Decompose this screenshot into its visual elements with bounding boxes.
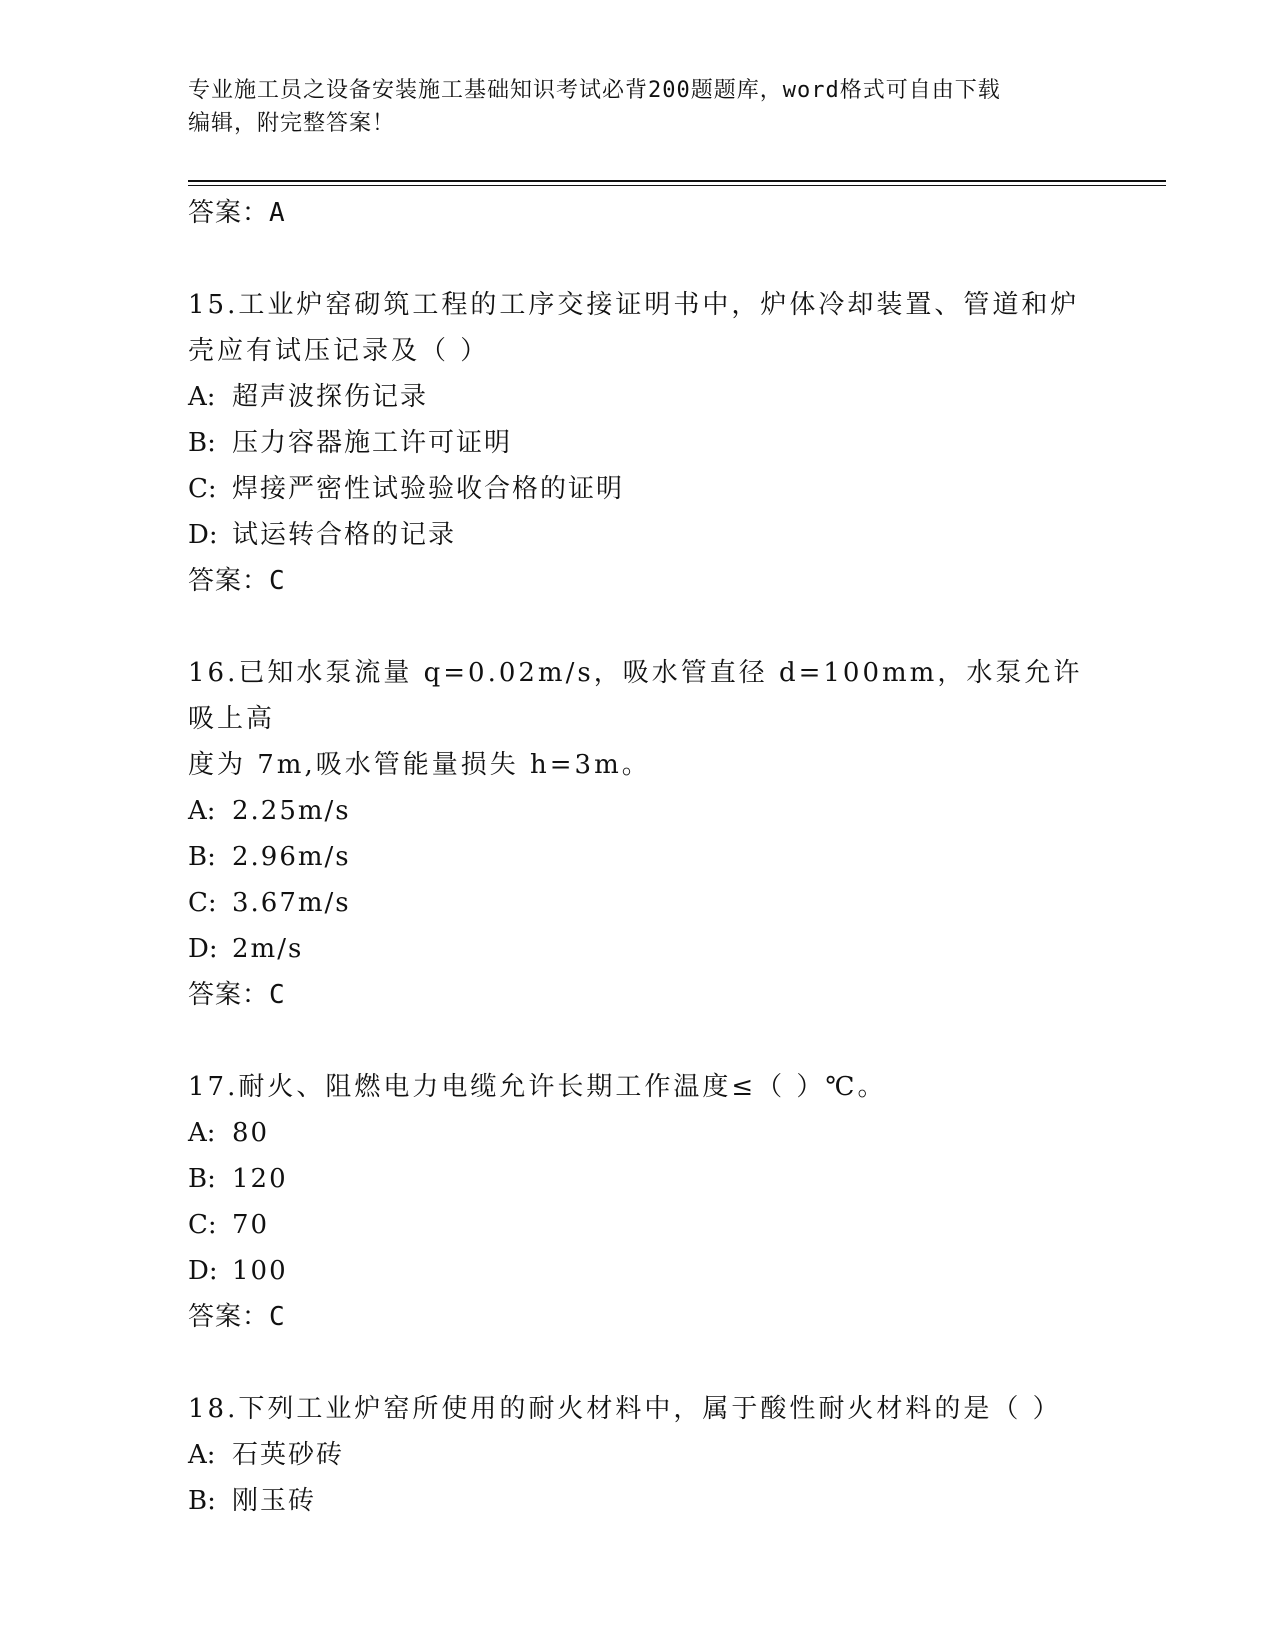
- option-letter: D:: [188, 1256, 218, 1286]
- question-block: [188, 1064, 1088, 1340]
- option-letter: C:: [188, 888, 217, 918]
- question-text: [188, 1386, 1088, 1432]
- header-line-2: 编辑，附完整答案！: [188, 111, 396, 136]
- question-block: [188, 1386, 1088, 1524]
- option-a: [188, 1432, 1088, 1478]
- answer-line: 答案：C: [188, 1302, 286, 1332]
- option-letter: B:: [188, 1486, 216, 1516]
- option-text: 刚玉砖: [232, 1486, 317, 1516]
- option-text: 超声波探伤记录: [232, 382, 429, 412]
- header-divider: [188, 180, 1166, 182]
- question-text-line: 壳应有试压记录及（ ）: [188, 336, 490, 366]
- option-text: 120: [232, 1164, 288, 1194]
- question-text-line: 17.耐火、阻燃电力电缆允许长期工作温度≤（ ）℃。: [188, 1072, 887, 1102]
- option-text: 2.25m/s: [232, 796, 351, 826]
- option-text: 2.96m/s: [232, 842, 351, 872]
- header-line-1: 专业施工员之设备安装施工基础知识考试必背200题题库，word格式可自由下载: [188, 78, 1001, 103]
- option-letter: B:: [188, 842, 216, 872]
- option-c: [188, 880, 1088, 926]
- spacer: [188, 1340, 1088, 1386]
- option-c: [188, 466, 1088, 512]
- option-b: [188, 420, 1088, 466]
- option-b: [188, 1478, 1088, 1524]
- option-letter: D:: [188, 934, 218, 964]
- option-a: [188, 1110, 1088, 1156]
- option-letter: A:: [188, 1118, 216, 1148]
- option-letter: C:: [188, 474, 217, 504]
- answer-line: 答案：A: [188, 198, 286, 228]
- option-text: 压力容器施工许可证明: [232, 428, 513, 458]
- option-text: 2m/s: [232, 934, 304, 964]
- option-b: [188, 834, 1088, 880]
- option-text: 3.67m/s: [232, 888, 351, 918]
- answer-line: 答案：C: [188, 566, 286, 596]
- answer-line: 答案：C: [188, 980, 286, 1010]
- option-text: 70: [232, 1210, 270, 1240]
- question-text: [188, 282, 1088, 374]
- option-text: 试运转合格的记录: [232, 520, 457, 550]
- question-block: [188, 650, 1088, 1018]
- spacer: [188, 236, 1088, 282]
- question-text: [188, 1064, 1088, 1110]
- question-text-line: 15.工业炉窑砌筑工程的工序交接证明书中，炉体冷却装置、管道和炉: [188, 290, 1080, 320]
- option-text: 焊接严密性试验验收合格的证明: [232, 474, 625, 504]
- question-text-line: 18.下列工业炉窑所使用的耐火材料中，属于酸性耐火材料的是（ ）: [188, 1394, 1062, 1424]
- option-letter: C:: [188, 1210, 217, 1240]
- option-letter: A:: [188, 796, 216, 826]
- document-header: [188, 74, 1068, 140]
- option-a: [188, 788, 1088, 834]
- option-letter: B:: [188, 1164, 216, 1194]
- option-text: 100: [232, 1256, 288, 1286]
- spacer: [188, 604, 1088, 650]
- option-letter: B:: [188, 428, 216, 458]
- option-d: [188, 1248, 1088, 1294]
- question-block: [188, 282, 1088, 604]
- option-c: [188, 1202, 1088, 1248]
- option-text: 80: [232, 1118, 270, 1148]
- option-letter: A:: [188, 1440, 216, 1470]
- question-text-line: 度为 7m,吸水管能量损失 h=3m。: [188, 750, 651, 780]
- option-text: 石英砂砖: [232, 1440, 345, 1470]
- question-text-line: 16.已知水泵流量 q=0.02m/s，吸水管直径 d=100mm，水泵允许吸上高: [188, 658, 1083, 734]
- question-list: [188, 190, 1088, 1524]
- option-letter: D:: [188, 520, 218, 550]
- option-d: [188, 512, 1088, 558]
- question-text: [188, 650, 1088, 788]
- option-letter: A:: [188, 382, 216, 412]
- header-divider-thin: [188, 185, 1166, 186]
- spacer: [188, 1018, 1088, 1064]
- option-a: [188, 374, 1088, 420]
- option-b: [188, 1156, 1088, 1202]
- option-d: [188, 926, 1088, 972]
